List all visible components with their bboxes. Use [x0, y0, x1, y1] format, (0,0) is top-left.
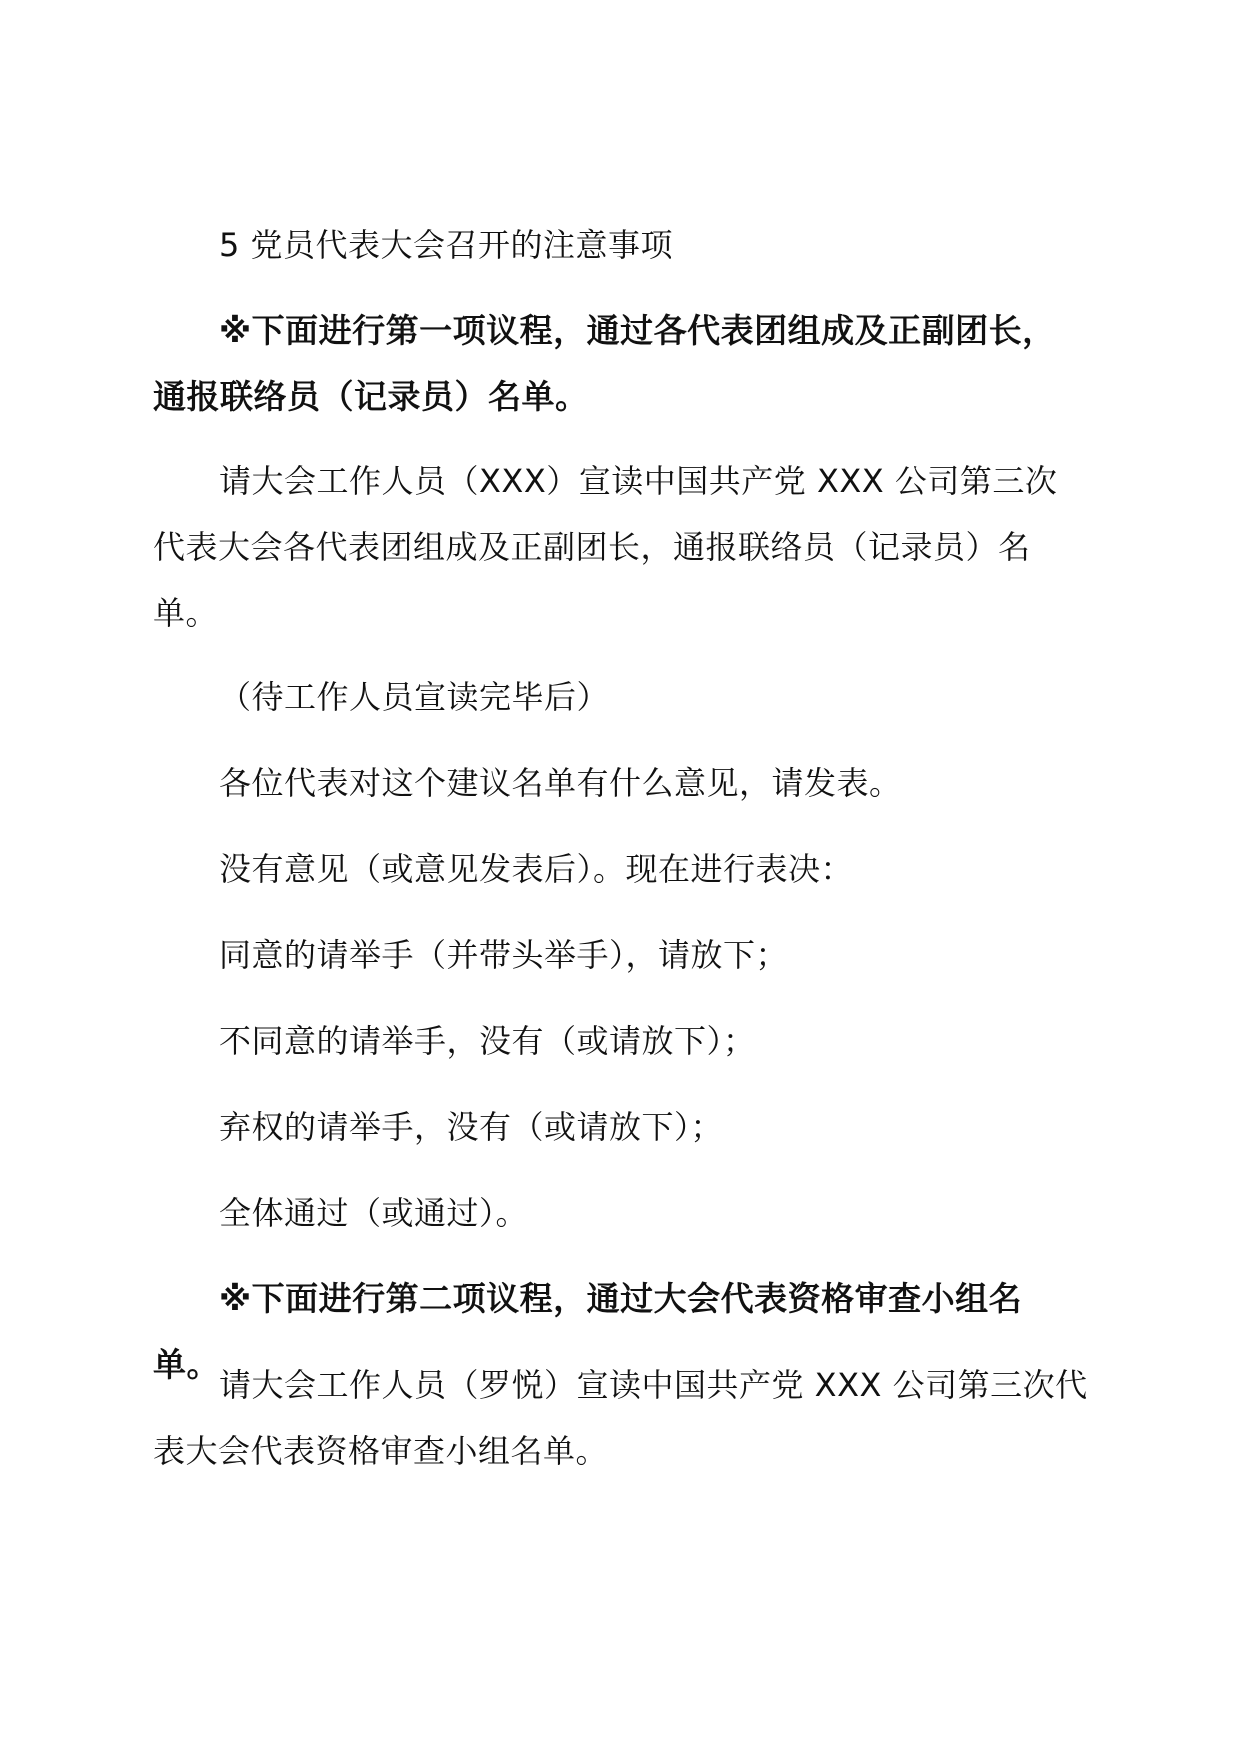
- section-heading: 5 党员代表大会召开的注意事项: [219, 226, 674, 264]
- paragraph-read-review-list: 请大会工作人员（罗悦）宣读中国共产党 XXX 公司第三次代表大会代表资格审查小组名单。: [153, 1366, 1088, 1470]
- agenda-item-1-title: ※下面进行第一项议程，通过各代表团组成及正副团长，通报联络员（记录员）名单。: [153, 311, 1056, 416]
- paragraph-vote-abstain: 弃权的请举手，没有（或请放下）；: [219, 1108, 724, 1146]
- paragraph-vote-agree: 同意的请举手（并带头举手），请放下；: [219, 936, 789, 974]
- paragraph-wait-reading: （待工作人员宣读完毕后）: [219, 678, 610, 716]
- paragraph-vote-passed: 全体通过（或通过）。: [219, 1194, 529, 1232]
- paragraph-vote-intro: 没有意见（或意见发表后）。现在进行表决：: [219, 850, 854, 888]
- paragraph-vote-disagree: 不同意的请举手，没有（或请放下）；: [219, 1022, 756, 1060]
- paragraph-ask-opinions: 各位代表对这个建议名单有什么意见，请发表。: [219, 764, 902, 802]
- paragraph-read-list: 请大会工作人员（XXX）宣读中国共产党 XXX 公司第三次代表大会各代表团组成及正副团长，通报联络员（记录员）名单。: [153, 462, 1058, 632]
- agenda-item-2-title: ※下面进行第二项议程，通过大会代表资格审查小组名单。: [153, 1279, 1023, 1384]
